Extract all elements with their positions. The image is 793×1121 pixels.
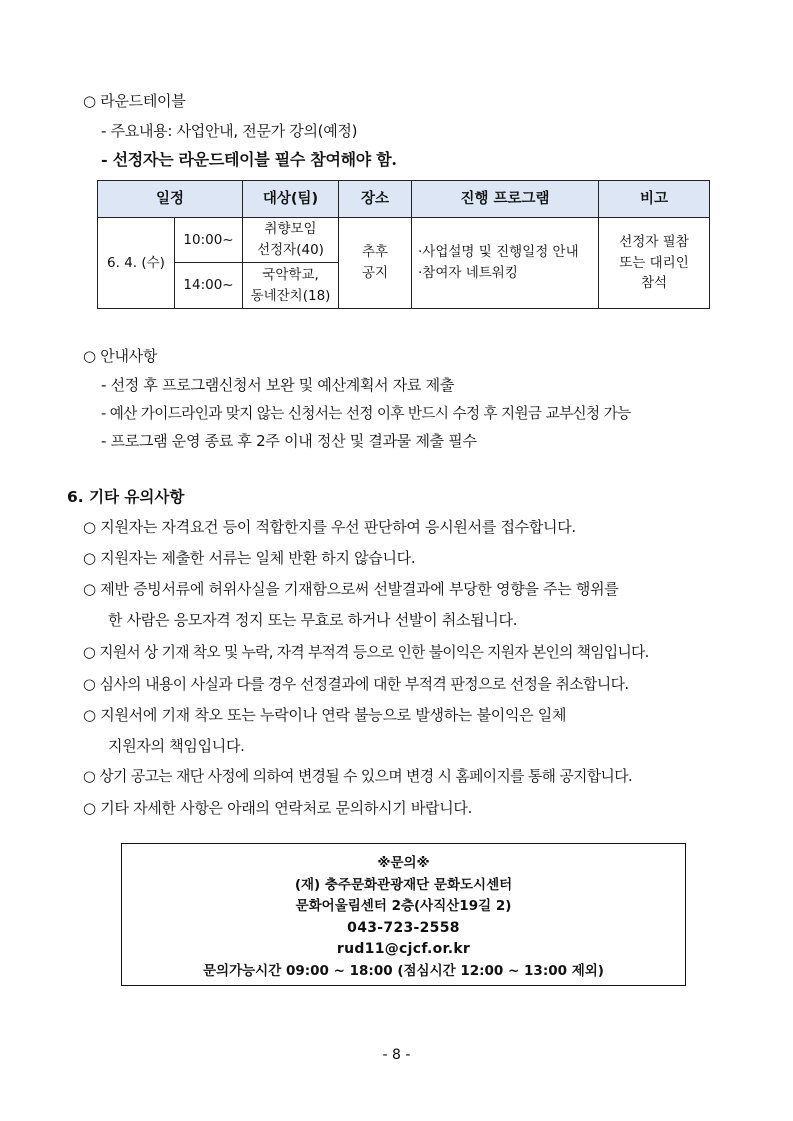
- note-cell: [599, 218, 710, 309]
- time-cell: 10:00~: [175, 218, 243, 263]
- place-line: 추후: [361, 244, 389, 261]
- date-cell: 6. 4. (수): [98, 218, 175, 309]
- guide-heading: ○ 안내사항: [83, 347, 158, 365]
- target-cell: [243, 263, 339, 309]
- page-number: - 8 -: [382, 1047, 411, 1063]
- schedule-table: [97, 180, 710, 309]
- program-line: ·사업설명 및 진행일정 안내: [418, 244, 579, 261]
- roundtable-required-note: - 선정자는 라운드테이블 필수 참여해야 함.: [101, 150, 397, 169]
- time-cell: 14:00~: [175, 263, 243, 309]
- notice-item: ○ 제반 증빙서류에 허위사실을 기재함으로써 선발결과에 부당한 영향을 주는 행위를: [83, 580, 619, 598]
- table-row: [98, 218, 710, 263]
- note-line: 또는 대리인: [619, 254, 689, 271]
- target-line: 동네잔치(18): [250, 287, 331, 304]
- header-place: 장소: [339, 181, 412, 218]
- notice-item: ○ 지원자는 자격요건 등이 적합한지를 우선 판단하여 응시원서를 접수합니다.: [83, 518, 576, 536]
- notice-item-continuation: 지원자의 책임입니다.: [108, 737, 245, 755]
- target-cell: [243, 218, 339, 263]
- place-line: 공지: [361, 265, 389, 281]
- table-header-row: [98, 181, 710, 218]
- notice-item: ○ 지원서 상 기재 착오 및 누락, 자격 부적격 등으로 인한 불이익은 지원자 본인의 책임입니다.: [83, 644, 649, 661]
- notice-item: ○ 심사의 내용이 사실과 다를 경우 선정결과에 대한 부적격 판정으로 선정을 취소합니다.: [83, 676, 629, 693]
- contact-title: ※문의※: [377, 855, 430, 871]
- header-schedule: 일정: [98, 181, 243, 218]
- notice-item: ○ 지원서에 기재 착오 또는 누락이나 연락 불능으로 발생하는 불이익은 일체: [83, 706, 567, 724]
- target-line: 선정자(40): [257, 242, 324, 258]
- header-program: 진행 프로그램: [412, 181, 599, 218]
- notice-item: ○ 지원자는 제출한 서류는 일체 반환 하지 않습니다.: [83, 549, 416, 567]
- contact-hours: 문의가능시간 09:00 ~ 18:00 (점심시간 12:00 ~ 13:00 제외): [203, 962, 604, 979]
- note-line: 선정자 필참: [619, 233, 689, 250]
- notice-item: ○ 기타 자세한 사항은 아래의 연락처로 문의하시기 바랍니다.: [83, 799, 473, 817]
- note-line: 참석: [640, 275, 668, 292]
- header-target: 대상(팀): [243, 181, 339, 218]
- contact-phone: 043-723-2558: [347, 919, 460, 936]
- contact-address: 문화어울림센터 2층(사직산19길 2): [295, 898, 512, 914]
- program-cell: [412, 218, 599, 309]
- guide-item: - 선정 후 프로그램신청서 보완 및 예산계획서 자료 제출: [101, 376, 455, 394]
- contact-org: (재) 충주문화관광재단 문화도시센터: [294, 876, 513, 893]
- contact-box: [121, 843, 686, 986]
- contact-email: rud11@cjcf.or.kr: [336, 941, 471, 957]
- roundtable-content: - 주요내용: 사업안내, 전문가 강의(예정): [101, 122, 358, 140]
- target-line: 취향모임: [264, 221, 317, 238]
- guide-item: - 프로그램 운영 종료 후 2주 이내 정산 및 결과물 제출 필수: [101, 432, 477, 450]
- program-line: ·참여자 네트워킹: [418, 265, 518, 281]
- roundtable-heading: ○ 라운드테이블: [83, 92, 186, 110]
- header-note: 비고: [599, 181, 710, 218]
- section-title: 6. 기타 유의사항: [67, 488, 185, 506]
- notice-item: ○ 상기 공고는 재단 사정에 의하여 변경될 수 있으며 변경 시 홈페이지를 통해 공지합니다.: [83, 768, 633, 785]
- place-cell: [339, 218, 412, 309]
- notice-item-continuation: 한 사람은 응모자격 정지 또는 무효로 하거나 선발이 취소됩니다.: [108, 611, 518, 629]
- target-line: 국악학교,: [262, 266, 319, 283]
- guide-item: - 예산 가이드라인과 맞지 않는 신청서는 선정 이후 반드시 수정 후 지원금 교부신청 가능: [101, 405, 631, 422]
